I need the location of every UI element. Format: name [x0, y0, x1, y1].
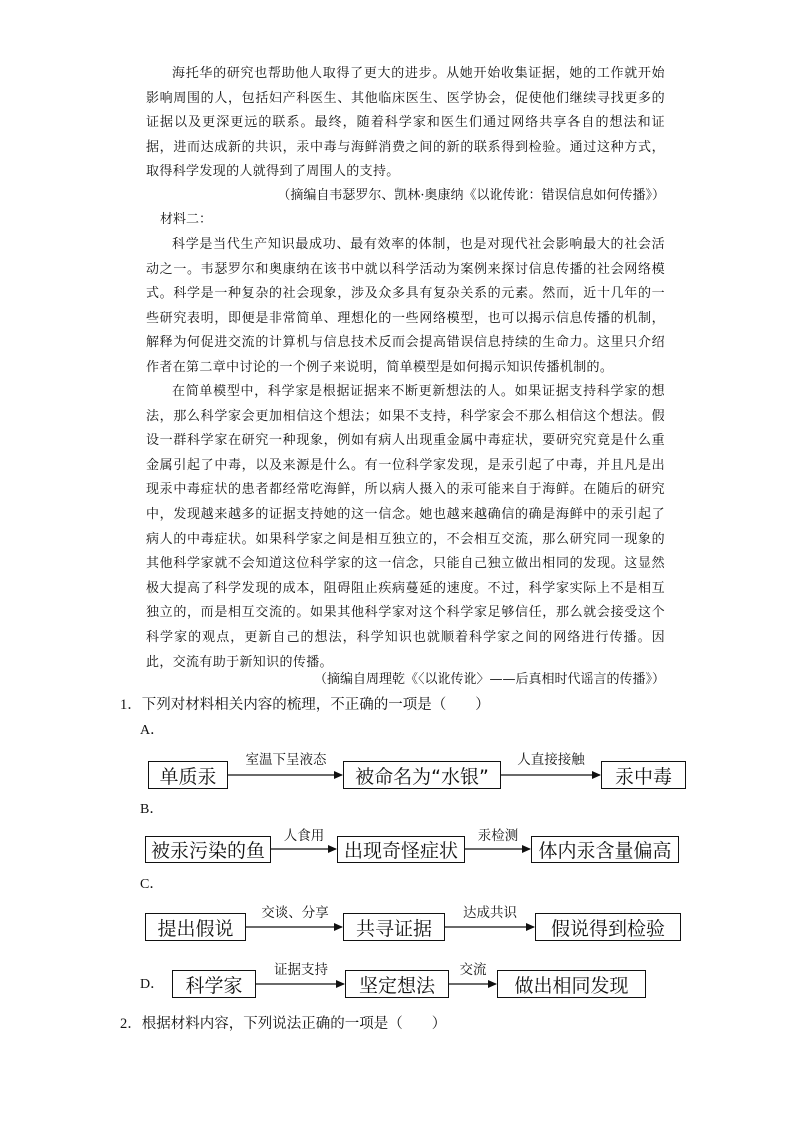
- option-a-box-1: 单质汞: [148, 761, 228, 789]
- option-b-arrow-label-1: 人食用: [283, 828, 325, 844]
- option-c-box-1: 提出假说: [145, 913, 246, 941]
- option-b-box-1: 被汞污染的鱼: [145, 836, 271, 863]
- option-c-box-2: 共寻证据: [343, 913, 445, 941]
- option-c-arrow-label-1: 交谈、分享: [261, 905, 329, 921]
- option-d-box-3: 做出相同发现: [497, 970, 646, 998]
- option-b-box-3: 体内汞含量偏高: [531, 836, 679, 863]
- question-2-stem: 2．根据材料内容，下列说法正确的一项是（ ）: [120, 1016, 447, 1032]
- option-b-letter[interactable]: B．: [140, 802, 164, 817]
- passage-paragraph-3: 在简单模型中，科学家是根据证据来不断更新想法的人。如果证据支持科学家的想法，那么科学家会更加相信这个想法；如果不支持，科学家会不那么相信这个想法。假设一群科学家在研究一种现象，例如有病人出现重金属中毒症状，要研究究竟是什么重金属引起了中毒，以及来源是什么。有一位科学家发现，是汞引起了中毒，并且凡是出现汞中毒症状的患者都经常吃海鲜，所以病人摄入的汞可能来自于海鲜。在随后的研究中，发现越来越多的证据支持她的这一信念。她也越来越确信的确是海鲜中的汞引起了病人的中毒症状。如果科学家之间是相互独立的，不会相互交流，那么研究同一现象的其他科学家就不会知道这位科学家的这一信念，只能自己独立做出相同的发现。这显然极大提高了科学发现的成本，阻碍阻止疾病蔓延的速度。不过，科学家实际上不是相互独立的，而是相互交流的。如果其他科学家对这个科学家足够信任，那么就会接受这个科学家的观点，更新自己的想法，科学知识也就顺着科学家之间的网络进行传播。因此，交流有助于新知识的传播。: [146, 384, 665, 670]
- option-a-arrow-label-2: 人直接接触: [517, 752, 585, 768]
- option-c-box-3: 假说得到检验: [535, 913, 681, 941]
- option-d-box-2: 坚定想法: [345, 970, 449, 998]
- option-d-box-1: 科学家: [172, 970, 256, 998]
- option-c-letter[interactable]: C．: [140, 877, 164, 892]
- option-b-arrow-label-2: 汞检测: [477, 828, 519, 844]
- option-d-arrow-label-1: 证据支持: [274, 962, 328, 978]
- option-a-arrow-label-1: 室温下呈液态: [245, 752, 327, 768]
- option-a-box-3: 汞中毒: [601, 761, 686, 789]
- source-citation-2: （摘编自周理乾《〈以讹传讹〉——后真相时代谣言的传播》）: [313, 672, 665, 687]
- passage-paragraph-2: 科学是当代生产知识最成功、最有效率的体制，也是对现代社会影响最大的社会活动之一。韦瑟罗尔和奥康纳在该书中就以科学活动为案例来探讨信息传播的社会网络模式。科学是一种复杂的社会现象，涉及众多具有复杂关系的元素。然而，近十几年的一些研究表明，即便是非常简单、理想化的一些网络模型，也可以揭示信息传播的机制，解释为何促进交流的计算机与信息技术反而会提高错误信息持续的生命力。这里只介绍作者在第二章中讨论的一个例子来说明，简单模型是如何揭示知识传播机制的。: [146, 237, 665, 375]
- option-d-arrow-label-2: 交流: [459, 962, 487, 978]
- passage-paragraph-1: 海托华的研究也帮助他人取得了更大的进步。从她开始收集证据，她的工作就开始影响周围的人，包括妇产科医生、其他临床医生、医学协会，促使他们继续寻找更多的证据以及更深更远的联系。最终，随着科学家和医生们通过网络共享各自的想法和证据，进而达成新的共识，汞中毒与海鲜消费之间的新的联系得到检验。通过这种方式，取得科学发现的人就得到了周围人的支持。: [146, 66, 665, 180]
- source-citation-1: （摘编自韦瑟罗尔、凯林·奥康纳《以讹传讹：错误信息如何传播》）: [277, 188, 665, 203]
- option-c-arrow-label-2: 达成共识: [463, 905, 517, 921]
- option-a-box-2: 被命名为“水银”: [343, 761, 501, 789]
- material-2-label: 材料二：: [160, 212, 213, 227]
- question-1-stem: 1．下列对材料相关内容的梳理，不正确的一项是（ ）: [120, 697, 490, 713]
- option-a-letter[interactable]: A．: [140, 723, 165, 738]
- option-d-letter[interactable]: D．: [140, 977, 165, 992]
- option-b-box-2: 出现奇怪症状: [337, 836, 465, 863]
